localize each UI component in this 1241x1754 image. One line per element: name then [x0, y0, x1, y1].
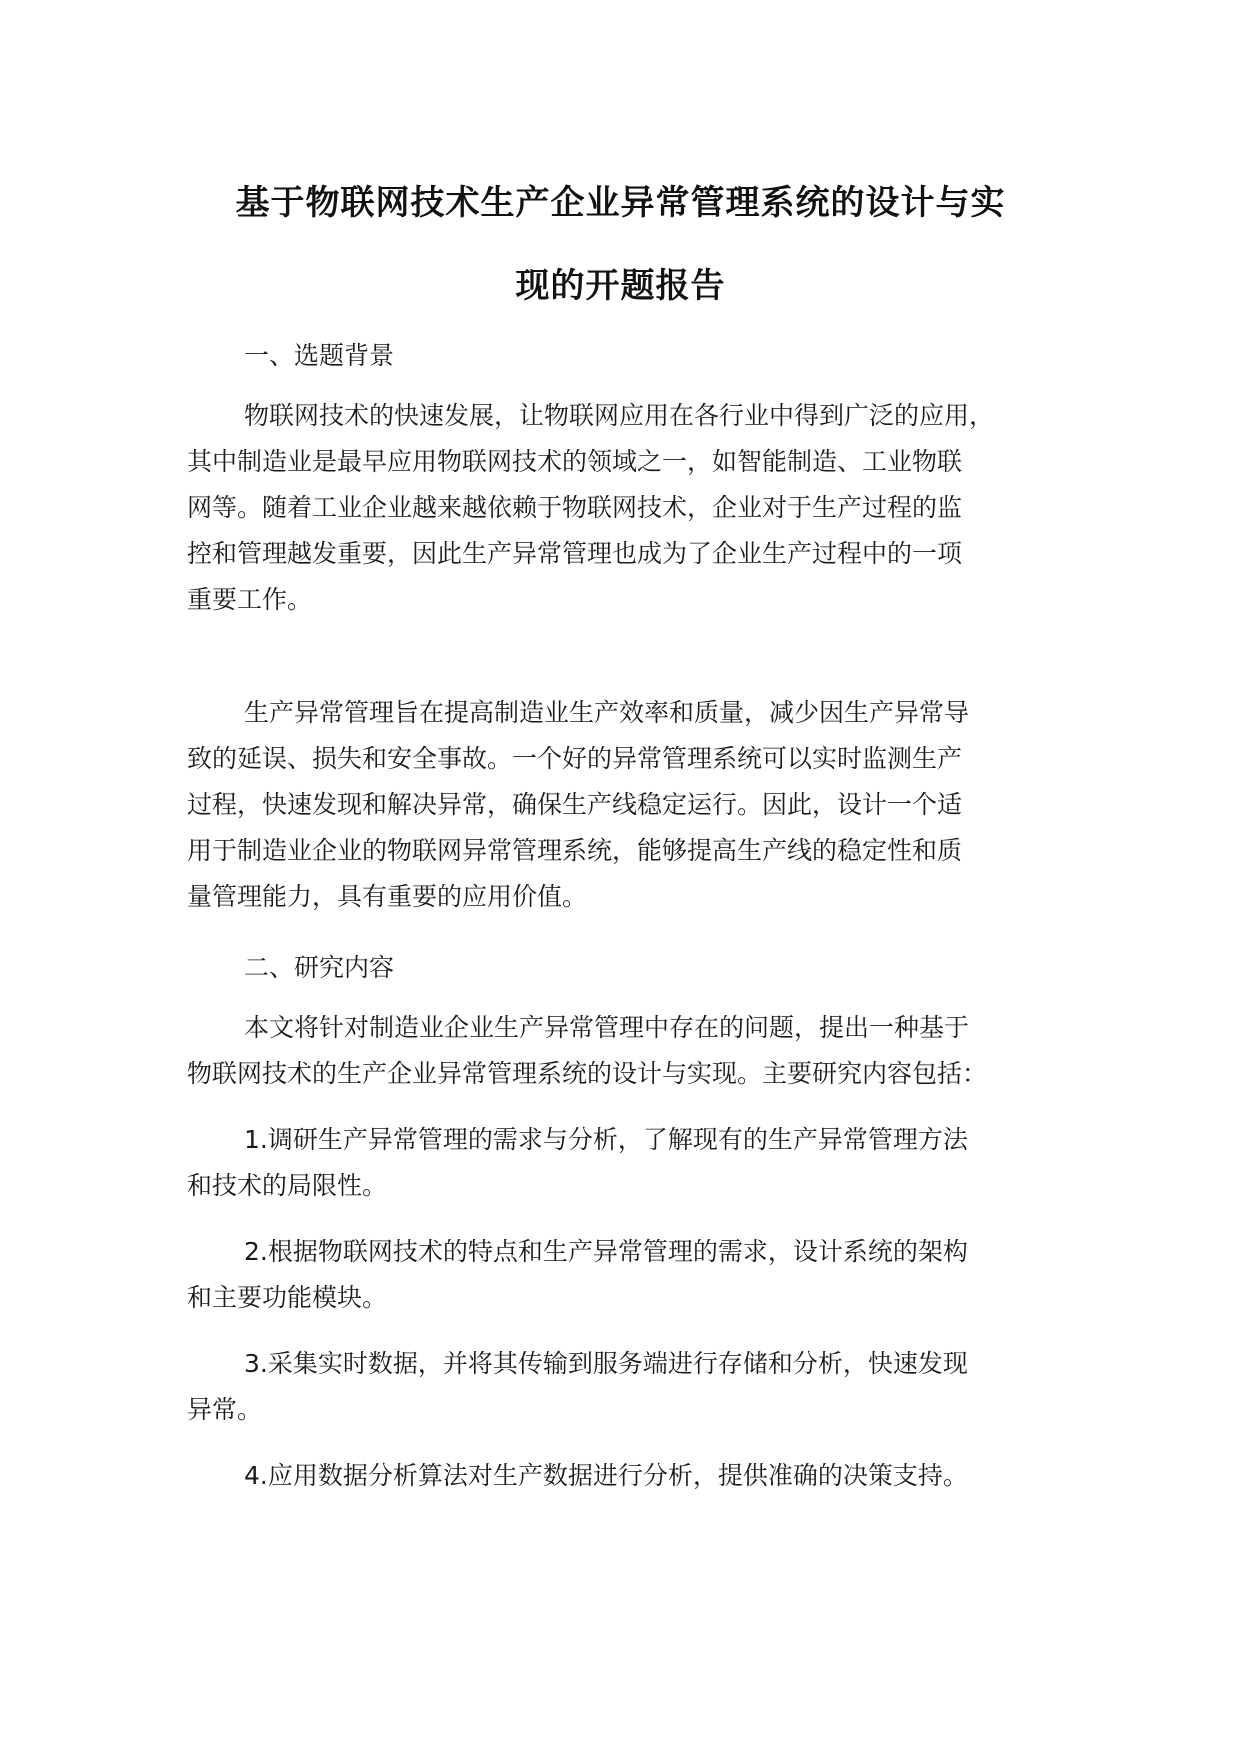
paragraph-background-1 — [187, 393, 1087, 623]
paragraph-line: 物联网技术的生产企业异常管理系统的设计与实现。主要研究内容包括： — [187, 1059, 988, 1088]
paragraph-line: 本文将针对制造业企业生产异常管理中存在的问题，提出一种基于 — [244, 1013, 970, 1042]
paragraph-line: 生产异常管理旨在提高制造业生产效率和质量，减少因生产异常导 — [244, 698, 970, 727]
section-heading-research-content: 二、研究内容 — [244, 953, 395, 982]
paragraph-line: 控和管理越发重要，因此生产异常管理也成为了企业生产过程中的一项 — [187, 539, 963, 568]
section-heading-background: 一、选题背景 — [244, 341, 395, 370]
document-title-line-1: 基于物联网技术生产企业异常管理系统的设计与实 — [235, 183, 1006, 223]
list-item-3 — [187, 1341, 1087, 1433]
list-item-4 — [187, 1453, 1087, 1499]
paragraph-line: 重要工作。 — [187, 585, 313, 614]
paragraph-line: 用于制造业企业的物联网异常管理系统，能够提高生产线的稳定性和质 — [187, 836, 963, 865]
list-item-2 — [187, 1229, 1087, 1321]
paragraph-research-intro — [187, 1005, 1087, 1097]
paragraph-line: 其中制造业是最早应用物联网技术的领域之一，如智能制造、工业物联 — [187, 447, 963, 476]
paragraph-line: 网等。随着工业企业越来越依赖于物联网技术，企业对于生产过程的监 — [187, 493, 963, 522]
paragraph-line: 物联网技术的快速发展，让物联网应用在各行业中得到广泛的应用， — [244, 401, 995, 430]
paragraph-line: 量管理能力，具有重要的应用价值。 — [187, 882, 588, 911]
paragraph-line: 异常。 — [187, 1395, 263, 1424]
paragraph-line: 3.采集实时数据，并将其传输到服务端进行存储和分析，快速发现 — [244, 1349, 968, 1378]
paragraph-line: 和主要功能模块。 — [187, 1283, 388, 1312]
paragraph-background-2 — [187, 690, 1087, 920]
paragraph-line: 致的延误、损失和安全事故。一个好的异常管理系统可以实时监测生产 — [187, 744, 963, 773]
paragraph-line: 2.根据物联网技术的特点和生产异常管理的需求，设计系统的架构 — [244, 1237, 968, 1266]
document-title-line-2: 现的开题报告 — [515, 266, 726, 306]
paragraph-line: 过程，快速发现和解决异常，确保生产线稳定运行。因此，设计一个适 — [187, 790, 963, 819]
paragraph-line: 4.应用数据分析算法对生产数据进行分析，提供准确的决策支持。 — [244, 1461, 968, 1490]
list-item-1 — [187, 1117, 1087, 1209]
paragraph-line: 1.调研生产异常管理的需求与分析，了解现有的生产异常管理方法 — [244, 1125, 968, 1154]
paragraph-line: 和技术的局限性。 — [187, 1171, 388, 1200]
